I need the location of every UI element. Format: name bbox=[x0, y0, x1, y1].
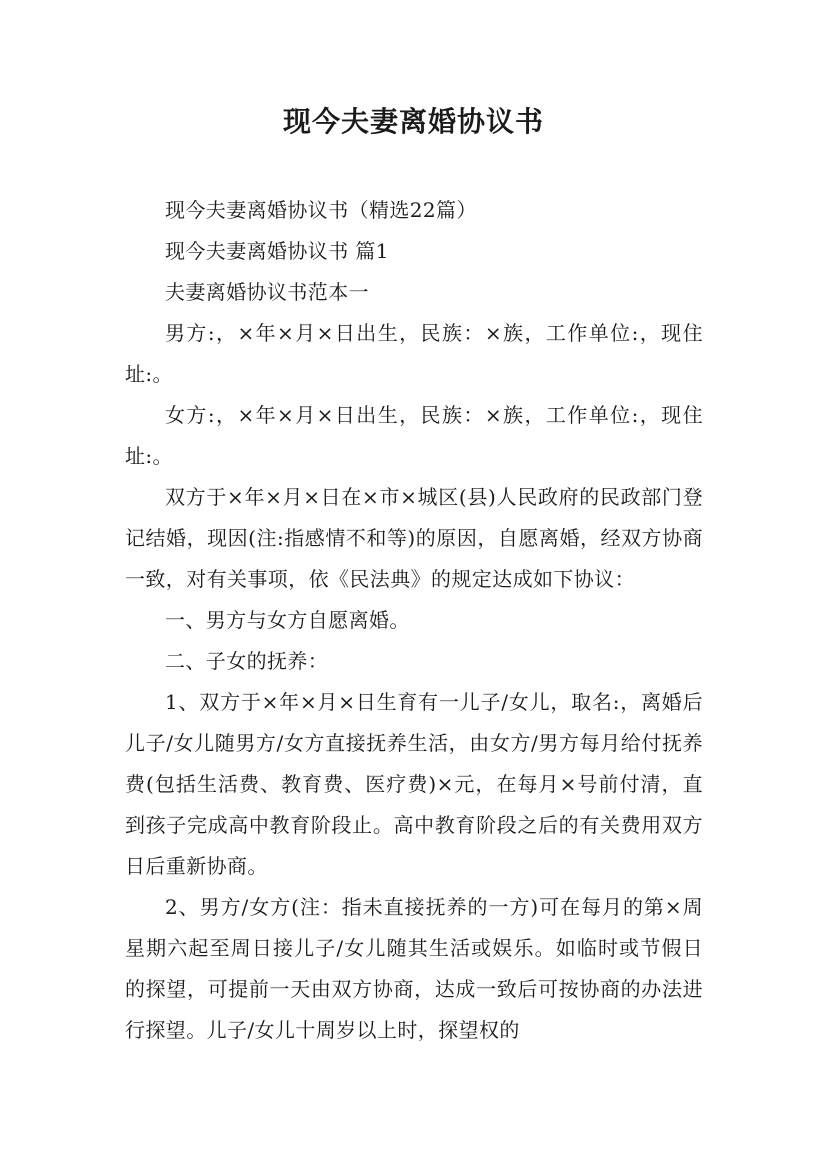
document-title: 现今夫妻离婚协议书 bbox=[282, 105, 544, 138]
paragraph-template-name: 夫妻离婚协议书范本一 bbox=[165, 280, 369, 304]
paragraph-section-heading: 现今夫妻离婚协议书 篇1 bbox=[165, 239, 389, 263]
paragraph-clause-1: 一、男方与女方自愿离婚。 bbox=[165, 608, 410, 632]
paragraph-subtitle: 现今夫妻离婚协议书（精选22篇） bbox=[165, 198, 477, 222]
paragraph-visitation: 2、男方/女方(注：指未直接抚养的一方)可在每月的第×周星期六起至周日接儿子/女儿随其生活或娱乐。如临时或节假日的探望，可提前一天由双方协商，达成一致后可按协商的办法进行探望。儿子/女儿十周岁以上时，探望权的 bbox=[125, 895, 703, 1042]
paragraph-child-support: 1、双方于×年×月×日生育有一儿子/女儿，取名:，离婚后儿子/女儿随男方/女方直接抚养生活，由女方/男方每月给付抚养费(包括生活费、教育费、医疗费)×元，在每月×号前付清，直到孩子完成高中教育阶段止。高中教育阶段之后的有关费用双方日后重新协商。 bbox=[125, 690, 703, 878]
paragraph-clause-2: 二、子女的抚养： bbox=[165, 649, 329, 673]
paragraph-female-party: 女方:，×年×月×日出生，民族：×族，工作单位:，现住址:。 bbox=[125, 403, 703, 468]
paragraph-marriage-statement: 双方于×年×月×日在×市×城区(县)人民政府的民政部门登记结婚，现因(注:指感情不和等)的原因，自愿离婚，经双方协商一致，对有关事项，依《民法典》的规定达成如下协议： bbox=[125, 485, 703, 591]
paragraph-male-party: 男方:，×年×月×日出生，民族：×族，工作单位:，现住址:。 bbox=[125, 321, 703, 386]
document-body bbox=[125, 190, 703, 1051]
